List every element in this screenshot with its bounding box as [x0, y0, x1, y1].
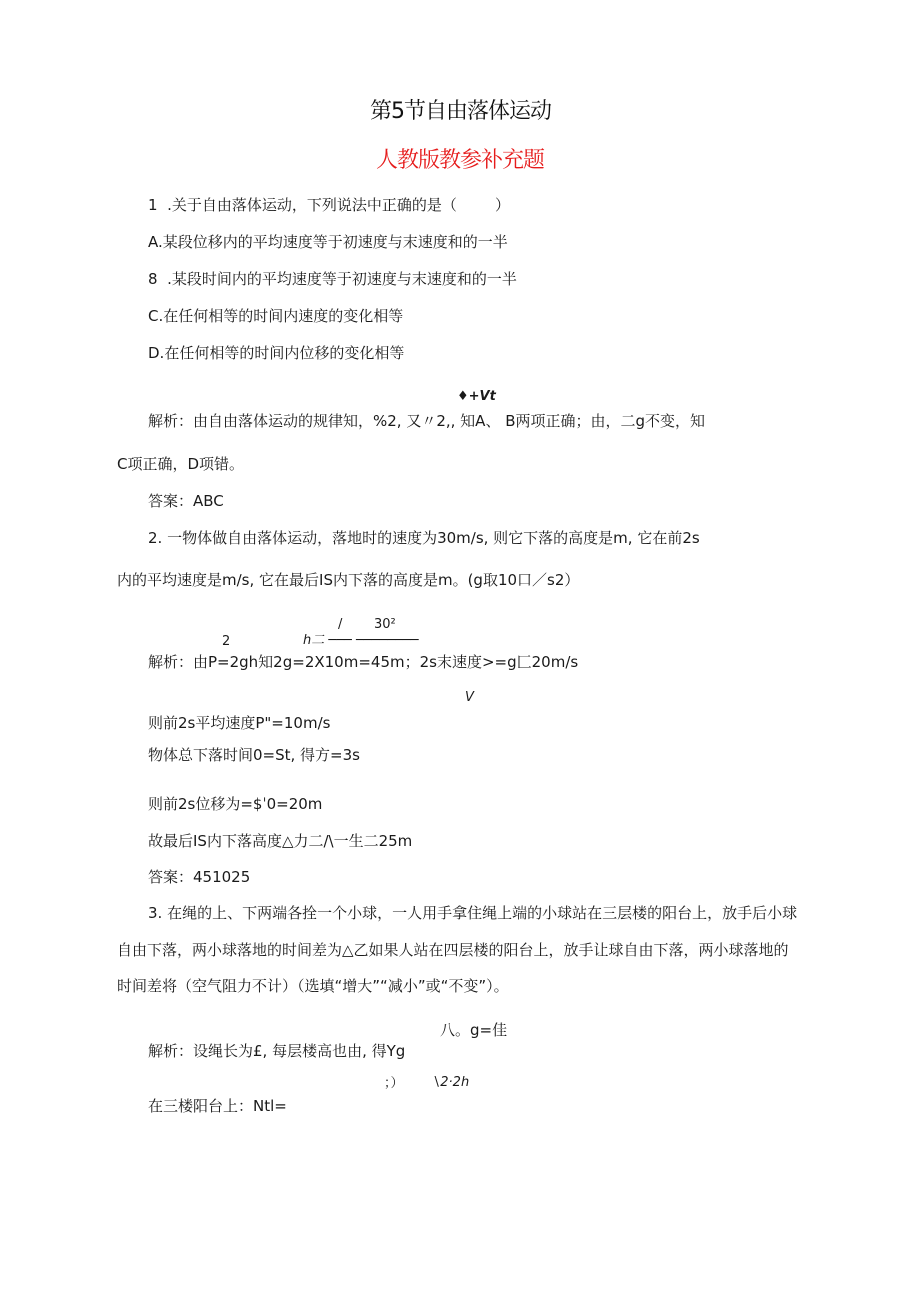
page-subtitle: 人教版教参补充题 — [376, 148, 545, 173]
question-3-formula-sqrt: ∖2·2h — [432, 1075, 470, 1090]
question-3-stem-line-3: 时间差将（空气阻力不计）（选填“增大”“减小”或“不变”）。 — [117, 977, 509, 995]
question-3-line-1: 在三楼阳台上：Ntl= — [148, 1097, 287, 1115]
question-2-line-1: 则前2s平均速度P"=10m/s — [148, 714, 331, 732]
question-3-analysis: 解析：设绳长为£, 每层楼高也由, 得Yg — [148, 1042, 406, 1060]
question-1-option-d: D.在任何相等的时间内位移的变化相等 — [148, 344, 405, 362]
question-2-stem-continued: 内的平均速度是m∕s, 它在最后IS内下落的高度是m。(g取10口／s2） — [117, 571, 580, 589]
question-1-answer: 答案：ABC — [148, 492, 224, 510]
question-1-option-a: A.某段位移内的平均速度等于初速度与末速度和的一半 — [148, 233, 508, 251]
question-2-line-4: 故最后IS内下落高度△力二/\一生二25m — [148, 832, 413, 850]
formula-v: V — [465, 690, 474, 705]
question-3-formula: 八。g=佳 — [440, 1021, 508, 1039]
question-2-answer: 答案：451025 — [148, 868, 251, 886]
question-3-formula-bracket: ；） — [384, 1076, 404, 1091]
formula-slash: / — [338, 617, 343, 632]
question-1-analysis-continued: C项正确，D项错。 — [117, 455, 245, 473]
formula-30-squared: 30² — [374, 617, 396, 632]
question-2-stem: 2. 一物体做自由落体运动，落地时的速度为30m∕s, 则它下落的高度是m, 它在前2s — [148, 529, 700, 547]
formula-fraction-2: 2 — [222, 634, 231, 649]
question-1-formula: ♦+Vt — [457, 389, 496, 404]
formula-h-fraction: h二 ─── ──────── — [303, 633, 419, 648]
question-3-stem-line-2: 自由下落，两小球落地的时间差为△乙如果人站在四层楼的阳台上，放手让球自由下落，两小球落地的 — [117, 941, 789, 959]
question-3-stem-line-1: 3. 在绳的上、下两端各拴一个小球，一人用手拿住绳上端的小球站在三层楼的阳台上，放手后小球 — [148, 904, 798, 922]
page-title: 第5节自由落体运动 — [370, 99, 551, 124]
question-1-stem: 1 .关于自由落体运动，下列说法中正确的是（ ） — [148, 196, 510, 214]
question-1-analysis: 解析：由自由落体运动的规律知，%2, 又〃2,, 知A、 B两项正确；由，二g不变，知 — [148, 412, 706, 430]
question-2-analysis: 解析：由P=2gh知2g=2X10m=45m；2s末速度>=g匚20m/s — [148, 653, 579, 671]
question-1-option-b: 8 .某段时间内的平均速度等于初速度与末速度和的一半 — [148, 270, 517, 288]
question-1-option-c: C.在任何相等的时间内速度的变化相等 — [148, 307, 404, 325]
question-2-line-2: 物体总下落时间0=St, 得方=3s — [148, 746, 360, 764]
question-2-line-3: 则前2s位移为=$ˈ0=20m — [148, 795, 323, 813]
